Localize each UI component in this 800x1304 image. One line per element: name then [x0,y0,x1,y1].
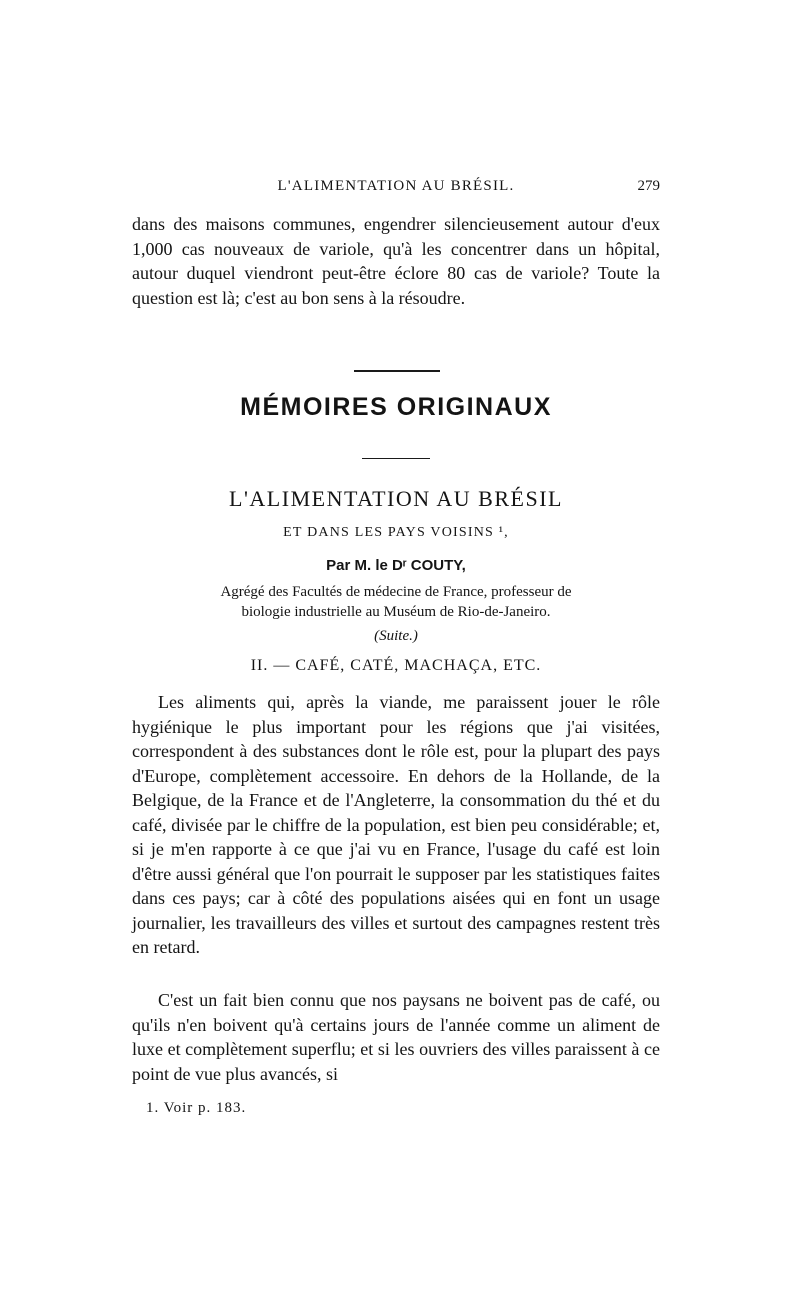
section-divider-top [354,370,440,372]
affiliation-line: biologie industrielle au Muséum de Rio-de-Janeiro. [241,604,551,620]
continued-note: (Suite.) [374,628,418,644]
section-heading: MÉMOIRES ORIGINAUX [240,393,552,421]
footnote: 1. Voir p. 183. [146,1100,247,1116]
author-affiliation [132,582,660,622]
body-paragraph: C'est un fait bien connu que nos paysans ne boivent pas de café, ou qu'ils n'en boivent qu'à certains jours de l'année comme un aliment de luxe et complètement superflu; et si les ouvriers des villes paraissent à ce point de vue plus avancés, si [132,990,660,1084]
section-divider-bottom [362,458,430,459]
subsection-heading: II. — CAFÉ, CATÉ, MACHAÇA, ETC. [250,657,542,674]
running-head [132,178,660,202]
article-title: L'ALIMENTATION AU BRÉSIL [229,486,563,511]
article-subtitle: ET DANS LES PAYS VOISINS ¹, [283,525,509,540]
body-paragraph: Les aliments qui, après la viande, me paraissent jouer le rôle hygiénique le plus important pour les régions que j'ai visitées, correspondent à des substances dont le rôle est, pour la plupart des pays d'Europe, complètement accessoire. En dehors de la Hollande, de la Belgique, de la France et de l'Angleterre, la consommation du thé et du café, divisée par le chiffre de la population, est bien peu considérable; et, si je m'en rapporte à ce que j'ai vu en France, l'usage du café est loin d'être aussi général que l'on pourrait le supposer par les statistiques faites dans ces pays; car à côté des populations aisées qui en font un usage journalier, les travailleurs des villes et surtout des campagnes restent très en retard. [132,692,660,957]
page-number: 279 [637,178,660,194]
running-title: L'ALIMENTATION AU BRÉSIL. [277,178,515,194]
continued-paragraph: dans des maisons communes, engendrer silencieusement autour d'eux 1,000 cas nouveaux de variole, qu'à les concentrer dans un hôpital, autour duquel viendront peut-être éclore 80 cas de variole? Toute la question est là; c'est au bon sens à la résoudre. [132,214,660,308]
affiliation-line: Agrégé des Facultés de médecine de France, professeur de [220,584,572,600]
author-line: Par M. le Dʳ COUTY, [326,557,466,574]
